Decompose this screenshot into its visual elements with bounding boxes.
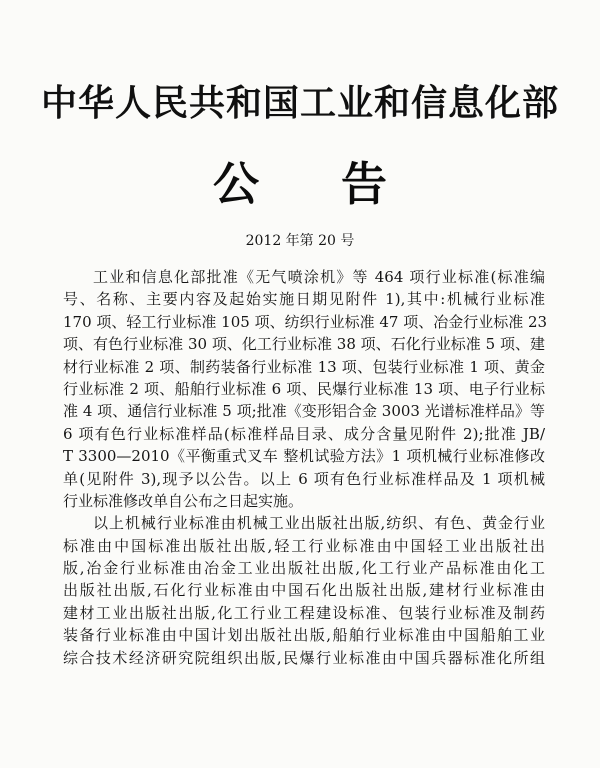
organization-title: 中华人民共和国工业和信息化部 [40, 83, 559, 124]
text-line: 行业标准修改单自公布之日起实施。 [63, 491, 304, 510]
text-line: 材行业标准 2 项、制药装备行业标准 13 项、包装行业标准 1 项、黄金 [63, 357, 545, 376]
text-line: 项、有色行业标准 30 项、化工行业标准 38 项、石化行业标准 5 项、建 [63, 335, 545, 354]
text-line: 单(见附件 3),现予以公告。以上 6 项有色行业标准样品及 1 项机械 [63, 469, 545, 488]
text-line: 装备行业标准由中国计划出版社出版,船舶行业标准由中国船舶工业 [63, 626, 545, 645]
text-line: 6 项有色行业标准样品(标准样品目录、成分含量见附件 2);批准 JB/ [63, 424, 545, 443]
text-line: T 3300—2010《平衡重式叉车 整机试验方法》1 项机械行业标准修改 [63, 447, 545, 466]
text-line: 行业标准 2 项、船舶行业标准 6 项、民爆行业标准 13 项、电子行业标 [63, 379, 545, 398]
text-line: 号、名称、主要内容及起始实施日期见附件 1),其中:机械行业标准 [63, 290, 545, 309]
document-type-heading: 公告 [213, 157, 469, 211]
document-number: 2012 年第 20 号 [245, 233, 355, 249]
paragraph-1 [63, 266, 548, 512]
text-line: 以上机械行业标准由机械工业出版社出版,纺织、有色、黄金行业 [93, 514, 545, 533]
text-line: 出版社出版,石化行业标准由中国石化出版社出版,建材行业标准由 [63, 581, 545, 600]
text-line: 标准由中国标准出版社出版,轻工行业标准由中国轻工业出版社出 [63, 536, 545, 555]
text-line: 工业和信息化部批准《无气喷涂机》等 464 项行业标准(标准编 [93, 268, 545, 286]
paragraph-2 [63, 512, 545, 669]
text-line: 版,冶金行业标准由冶金工业出版社出版,化工行业产品标准由化工 [63, 559, 545, 578]
text-line: 综合技术经济研究院组织出版,民爆行业标准由中国兵器标准化所组 [63, 648, 545, 667]
text-line: 建材工业出版社出版,化工行业工程建设标准、包装行业标准及制药 [63, 603, 545, 622]
text-line: 170 项、轻工行业标准 105 项、纺织行业标准 47 项、冶金行业标准 23 [63, 312, 548, 331]
announcement-body [63, 266, 548, 669]
text-line: 准 4 项、通信行业标准 5 项;批准《变形铝合金 3003 光谱标准样品》等 [63, 402, 545, 421]
